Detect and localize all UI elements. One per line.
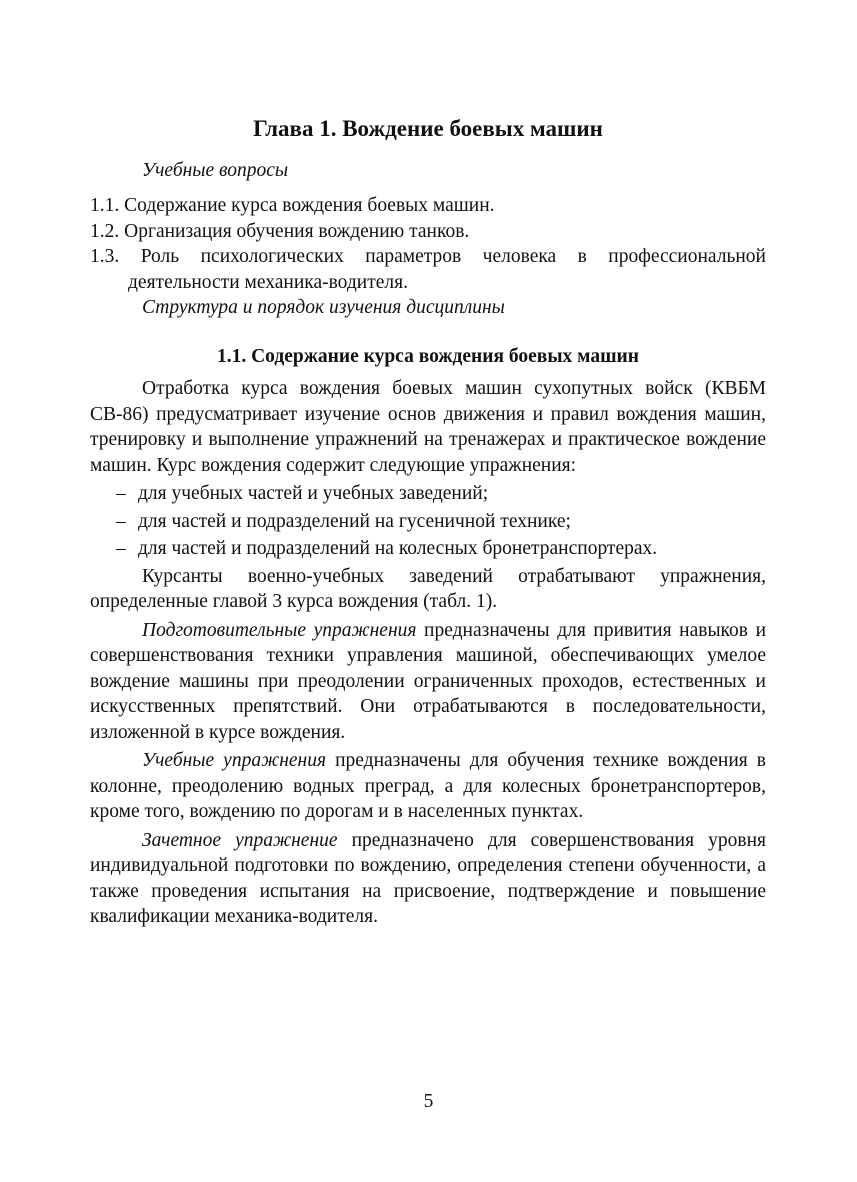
dash-bullet: – bbox=[116, 538, 126, 559]
preparatory-term: Подготовительные упражнения bbox=[142, 619, 417, 641]
cadets-paragraph: Курсанты военно-учебных заведений отрабатывают упражнения, определенные главой 3 курса вождения (табл. 1). bbox=[90, 565, 766, 612]
question-item: 1.3. Роль психологических параметров человека в профессиональной деятельности механика-водителя. bbox=[90, 246, 766, 293]
exercise-group-item bbox=[90, 509, 766, 535]
chapter-title: Глава 1. Вождение боевых машин bbox=[253, 116, 603, 141]
exercise-group-item bbox=[90, 536, 766, 562]
page-number: 5 bbox=[423, 1091, 434, 1112]
preparatory-paragraph bbox=[90, 618, 766, 746]
test-paragraph bbox=[90, 828, 766, 930]
question-item: 1.1. Содержание курса вождения боевых машин. bbox=[90, 195, 495, 216]
section-title: 1.1. Содержание курса вождения боевых машин bbox=[216, 346, 640, 367]
dash-bullet: – bbox=[116, 510, 126, 532]
question-item: 1.2. Организация обучения вождению танков. bbox=[90, 220, 470, 242]
study-questions-list bbox=[90, 193, 766, 295]
preparatory-text: предназначены для привития навыков и совершенствования техники управления машиной, обеспечивающих умелое вождение машины при преодолении ограниченных проходов, естественных и искусственных препятствий. Они отрабатываются в последовательности, изложенной в курсе вождения. bbox=[90, 619, 766, 743]
test-text: предназначено для совершенствования уровня индивидуальной подготовки по вождению, определения степени обученности, а также проведения испытания на присвоение, подтверждение и повышение квалификации механика-водителя. bbox=[90, 829, 766, 927]
training-term: Учебные упражнения bbox=[142, 750, 327, 771]
structure-label: Структура и порядок изучения дисциплины bbox=[142, 297, 505, 318]
training-paragraph bbox=[90, 748, 766, 825]
exercise-group-text: для частей и подразделений на гусеничной технике; bbox=[138, 510, 571, 532]
training-text: предназначены для обучения технике вождения в колонне, преодолению водных преград, а для колесных бронетранспортеров, кроме того, вождению по дорогам и в населенных пунктах. bbox=[90, 750, 766, 822]
exercise-group-text: для учебных частей и учебных заведений; bbox=[138, 483, 489, 504]
exercise-group-item bbox=[90, 481, 766, 507]
dash-bullet: – bbox=[116, 483, 126, 504]
study-questions-label: Учебные вопросы bbox=[142, 160, 289, 181]
page-content bbox=[90, 114, 766, 930]
exercise-groups-list bbox=[90, 481, 766, 562]
exercise-group-text: для частей и подразделений на колесных бронетранспортерах. bbox=[138, 538, 658, 559]
intro-paragraph: Отработка курса вождения боевых машин сухопутных войск (КВБМ СВ-86) предусматривает изучение основ движения и правил вождения машин, тренировку и выполнение упражнений на тренажерах и практическое вождение машин. Курс вождения содержит следующие упражнения: bbox=[90, 378, 766, 476]
test-term: Зачетное упражнение bbox=[142, 829, 338, 851]
